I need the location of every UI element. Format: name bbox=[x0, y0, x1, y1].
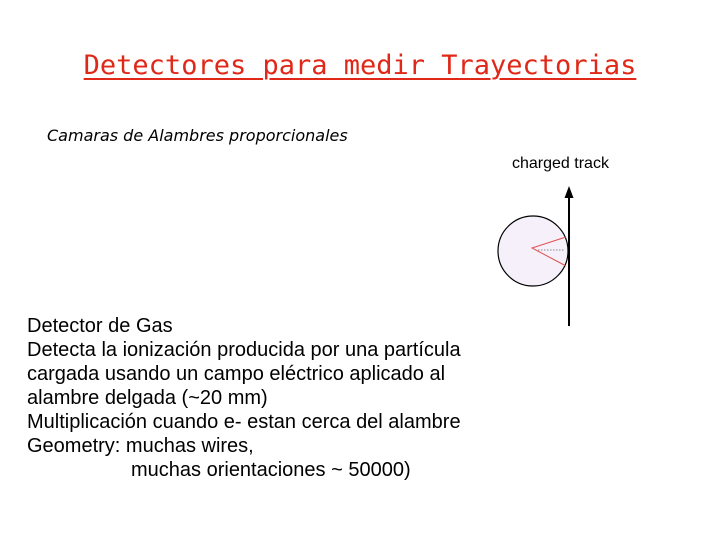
track-arrowhead-icon bbox=[565, 186, 574, 198]
body-line: alambre delgada (~20 mm) bbox=[27, 387, 268, 409]
charged-track-label: charged track bbox=[512, 155, 609, 172]
body-line: Multiplicación cuando e- estan cerca del alambre bbox=[27, 411, 461, 433]
body-line: Detector de Gas bbox=[27, 315, 173, 337]
body-line: muchas orientaciones ~ 50000) bbox=[131, 459, 411, 481]
body-line: Detecta la ionización producida por una partícula bbox=[27, 339, 461, 361]
body-line: cargada usando un campo eléctrico aplicado al bbox=[27, 363, 446, 385]
slide-subtitle: Camaras de Alambres proporcionales bbox=[47, 126, 348, 145]
drift-cell-icon bbox=[498, 216, 568, 286]
body-text bbox=[27, 314, 461, 482]
slide-title: Detectores para medir Trayectorias bbox=[83, 50, 637, 81]
body-line: Geometry: muchas wires, bbox=[27, 435, 254, 457]
drift-cell-diagram bbox=[490, 178, 580, 328]
